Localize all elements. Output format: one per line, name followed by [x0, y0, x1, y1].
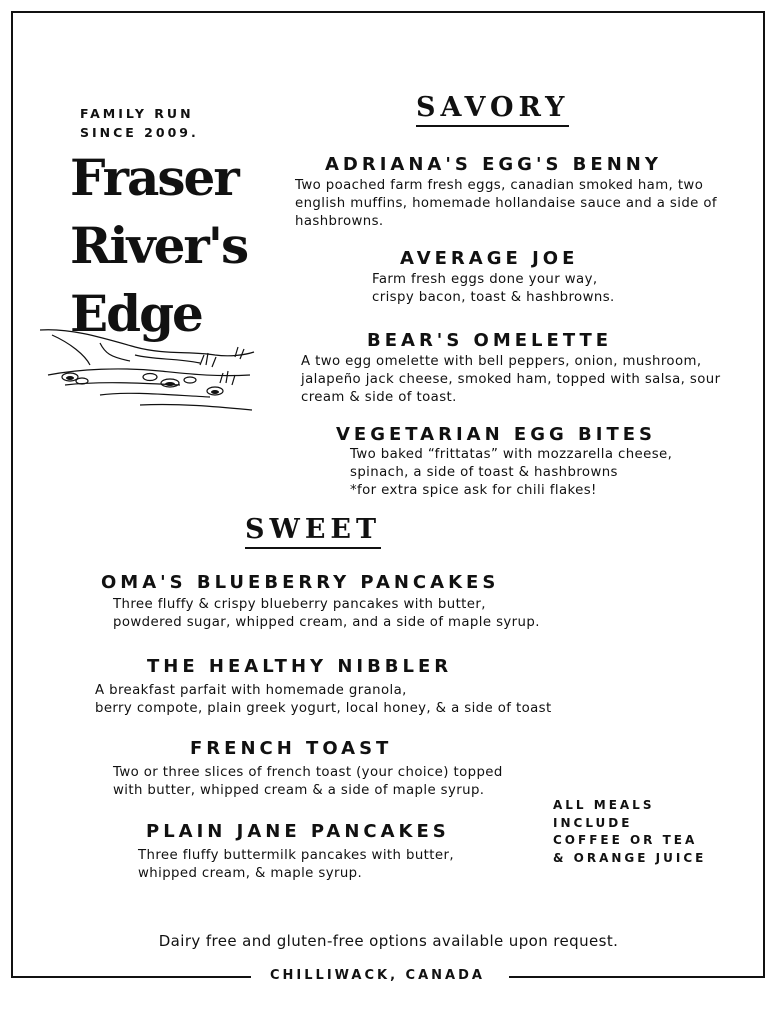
item-desc-the-healthy-nibbler: A breakfast parfait with homemade granola, berry compote, plain greek yogurt, local honey, & a side of toast — [95, 683, 552, 716]
item-name-adrianas-eggs-benny: ADRIANA'S EGG'S BENNY — [325, 154, 662, 175]
item-desc-bears-omelette: A two egg omelette with bell peppers, onion, mushroom, jalapeño jack cheese, smoked ham, topped with salsa, sour cream & side of toast. — [301, 354, 721, 405]
item-name-bears-omelette: BEAR'S OMELETTE — [367, 330, 613, 351]
item-name-french-toast: FRENCH TOAST — [190, 738, 393, 759]
sweet-heading: SWEET — [245, 515, 381, 549]
footer-rule-right — [509, 976, 765, 978]
item-desc-adrianas-eggs-benny: Two poached farm fresh eggs, canadian smoked ham, two english muffins, homemade hollandaise sauce and a side of hashbrowns. — [295, 178, 717, 229]
savory-heading: SAVORY — [416, 93, 569, 127]
item-desc-plain-jane-pancakes: Three fluffy buttermilk pancakes with butter, whipped cream, & maple syrup. — [138, 848, 454, 881]
item-desc-omas-blueberry-pancakes: Three fluffy & crispy blueberry pancakes with butter, powdered sugar, whipped cream, and a side of maple syrup. — [113, 597, 540, 630]
dietary-note: Dairy free and gluten-free options available upon request. — [158, 932, 619, 950]
item-name-vegetarian-egg-bites: VEGETARIAN EGG BITES — [336, 424, 656, 445]
restaurant-name: Fraser River's Edge — [70, 148, 248, 343]
item-name-the-healthy-nibbler: THE HEALTHY NIBBLER — [147, 656, 453, 677]
item-name-omas-blueberry-pancakes: OMA'S BLUEBERRY PANCAKES — [101, 572, 500, 593]
river-illustration-icon — [40, 325, 255, 417]
item-desc-vegetarian-egg-bites: Two baked “frittatas” with mozzarella cheese, spinach, a side of toast & hashbrowns *for extra spice ask for chili flakes! — [350, 447, 673, 498]
location-label: CHILLIWACK, CANADA — [258, 968, 497, 983]
tagline: FAMILY RUN SINCE 2009. — [80, 106, 199, 140]
item-desc-french-toast: Two or three slices of french toast (your choice) topped with butter, whipped cream & a side of maple syrup. — [113, 765, 503, 798]
meals-include-note: ALL MEALS INCLUDE COFFEE OR TEA & ORANGE JUICE — [553, 798, 707, 865]
item-desc-average-joe: Farm fresh eggs done your way, crispy bacon, toast & hashbrowns. — [372, 272, 615, 305]
item-name-plain-jane-pancakes: PLAIN JANE PANCAKES — [146, 821, 450, 842]
item-name-average-joe: AVERAGE JOE — [400, 248, 579, 269]
footer-rule-left — [11, 976, 251, 978]
